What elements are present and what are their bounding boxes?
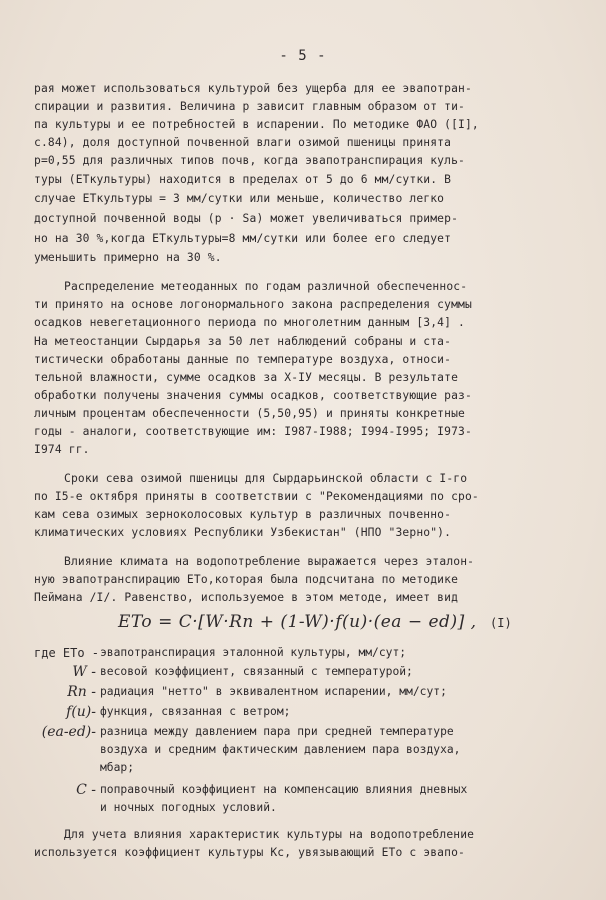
text-line: На метеостанции Сырдарья за 50 лет наблюдений собраны и ста-	[34, 335, 452, 348]
page-number: - 5 -	[279, 48, 327, 64]
penman-formula	[0, 612, 606, 642]
text-line: личным процентам обеспеченности (5,50,95) и приняты конкретные	[34, 407, 465, 420]
text-line: но на 30 %,когда ЕТкультуры=8 мм/сутки или более его следует	[34, 232, 452, 245]
formula-number: (I)	[490, 616, 512, 630]
definition-row	[34, 741, 554, 759]
text-line: осадков невегетационного периода по многолетним данным [3,4] .	[34, 316, 465, 329]
paragraph-start: Распределение метеоданных по годам различной обеспеченнос-	[64, 280, 468, 293]
text-line: по I5-е октября приняты в соответствии с "Рекомендациями по сро-	[34, 490, 479, 503]
definition-symbol: (ea-ed)-	[41, 724, 96, 740]
definition-text: мбар;	[100, 761, 135, 774]
text-line: уменьшить примерно на 30 %.	[34, 251, 222, 264]
definition-row	[34, 644, 554, 662]
definition-symbol: где ETo -	[34, 646, 100, 660]
definition-symbol: f(u)-	[66, 704, 96, 720]
text-line: доступной почвенной воды (р · Sa) может увеличиваться пример-	[34, 212, 459, 225]
formula-expression: ETo = C·[W·Rn + (1-W)·f(u)·(ea − ed)] ,	[118, 612, 477, 632]
definition-row	[34, 723, 554, 741]
definition-symbol: C -	[76, 782, 96, 798]
text-line: тистически обработаны данные по температуре воздуха, относи-	[34, 353, 452, 366]
text-line: Пеймана /I/. Равенство, используемое в этом методе, имеет вид	[34, 591, 459, 604]
definition-text: и ночных погодных условий.	[100, 801, 277, 814]
paragraph-start: Влияние климата на водопотребление выражается через эталон-	[64, 555, 475, 568]
text-line: ную эвапотранспирацию ЕТо,которая была подсчитана по методике	[34, 573, 459, 586]
definition-text: поправочный коэффициент на компенсацию влияния дневных	[100, 783, 468, 796]
text-line: случае ЕТкультуры = 3 мм/сутки или меньше, количество легко	[34, 192, 445, 205]
definition-text: радиация "нетто" в эквивалентном испарении, мм/сут;	[100, 685, 447, 698]
text-line: I974 гг.	[34, 443, 90, 456]
text-line: тельной влажности, сумме осадков за Х-IУ месяцы. В результате	[34, 371, 459, 384]
text-line: рая может использоваться культурой без ущерба для ее эвапотран-	[34, 82, 472, 95]
definition-row	[34, 759, 554, 777]
text-line: кам сева озимых зерноколосовых культур в различных почвенно-	[34, 508, 452, 521]
definition-symbol: W -	[72, 664, 96, 680]
text-line: годы - аналоги, соответствующие им: I987-I988; I994-I995; I973-	[34, 425, 472, 438]
definition-text: разница между давлением пара при средней температуре	[100, 725, 454, 738]
definition-row	[34, 703, 554, 721]
text-line: па культуры и ее потребностей в испарении. По методике ФАО ([I],	[34, 118, 479, 131]
paragraph-start: Для учета влияния характеристик культуры на водопотребление	[64, 828, 475, 841]
text-line: р=0,55 для различных типов почв, когда эвапотранспирация куль-	[34, 154, 465, 167]
text-line: ти принято на основе логонормального закона распределения суммы	[34, 298, 472, 311]
text-line: туры (ЕТкультуры) находится в пределах от 5 до 6 мм/сутки. В	[34, 173, 452, 186]
definition-symbol: Rn -	[67, 684, 96, 700]
definition-text: функция, связанная с ветром;	[100, 705, 291, 718]
paragraph-start: Сроки сева озимой пшеницы для Сырдарьинской области с I-го	[64, 472, 468, 485]
text-line: климатических условиях Республики Узбекистан" (НПО "Зерно").	[34, 526, 452, 539]
definition-text: воздуха и средним фактическим давлением пара воздуха,	[100, 743, 461, 756]
definition-text: эвапотранспирация эталонной культуры, мм/сут;	[100, 646, 407, 659]
definition-row	[34, 663, 554, 681]
text-line: обработки получены значения суммы осадков, соответствующие раз-	[34, 389, 472, 402]
definition-text: весовой коэффициент, связанный с температурой;	[100, 665, 413, 678]
definition-row	[34, 683, 554, 701]
text-line: с.84), доля доступной почвенной влаги озимой пшеницы принята	[34, 136, 452, 149]
definition-row	[34, 781, 554, 799]
text-line: спирации и развития. Величина р зависит главным образом от ти-	[34, 100, 465, 113]
text-line: используется коэффициент культуры Kc, увязывающий ЕТо с эвапо-	[34, 846, 465, 859]
definition-row	[34, 799, 554, 817]
